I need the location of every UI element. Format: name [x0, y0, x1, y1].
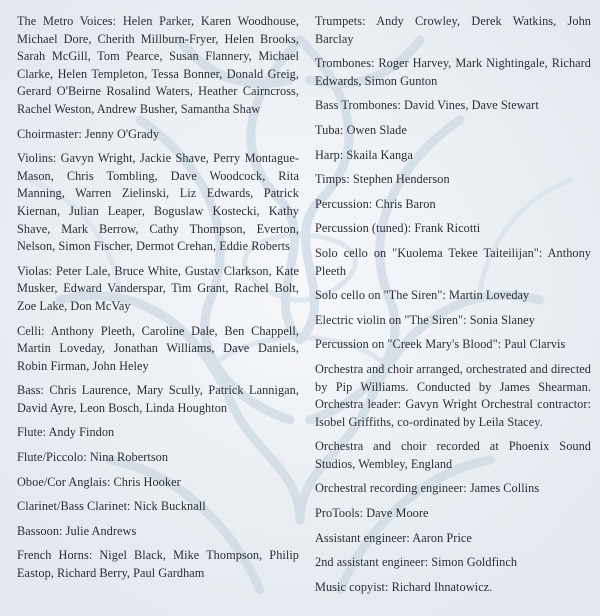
credit-percussion-tuned: Percussion (tuned): Frank Ricotti	[315, 221, 481, 236]
credit-percussion-creek: Percussion on "Creek Mary's Blood": Paul Clarvis	[315, 337, 566, 352]
credit-flute-piccolo: Flute/Piccolo: Nina Robertson	[17, 450, 169, 465]
credit-violas: Violas: Peter Lale, Bruce White, Gustav Clarkson, Kate Musker, Edward Vanderspar, Tim Grant, Rachel Bolt, Zoe Lake, Don McVay	[17, 263, 299, 313]
credit-bass-trombones: Bass Trombones: David Vines, Dave Stewart	[315, 98, 539, 113]
credit-second-assistant: 2nd assistant engineer: Simon Goldfinch	[315, 555, 518, 570]
credit-flute: Flute: Andy Findon	[17, 425, 115, 440]
credit-harp: Harp: Skaila Kanga	[315, 147, 413, 162]
credit-french-horns: French Horns: Nigel Black, Mike Thompson, Philip Eastop, Richard Berry, Paul Gardham	[17, 548, 299, 581]
credit-percussion: Percussion: Chris Baron	[315, 196, 436, 211]
credit-choirmaster: Choirmaster: Jenny O'Grady	[17, 126, 160, 141]
credit-assistant-engineer: Assistant engineer: Aaron Price	[315, 530, 472, 545]
credit-orchestra-arranged: Orchestra and choir arranged, orchestrated and directed by Pip Williams. Conducted by James Shearman. Orchestra leader: Gavyn Wright Orchestral contractor: Isobel Griffiths, co-ordinated by Leila Stacey.	[315, 361, 591, 429]
credit-bass: Bass: Chris Laurence, Mary Scully, Patrick Lannigan, David Ayre, Leon Bosch, Linda Houghton	[17, 383, 299, 415]
credit-bassoon: Bassoon: Julie Andrews	[17, 523, 137, 538]
credit-violins: Violins: Gavyn Wright, Jackie Shave, Perry Montague-Mason, Chris Tombling, Dave Woodcock, Rita Manning, Warren Zielinski, Liz Edwards, Patrick Kiernan, Julian Leaper, Boguslaw Kostecki, Kathy Shave, Mark Berrow, Cathy Thompson, Everton, Nelson, Simon Fischer, Dermot Crehan, Eddie Roberts	[17, 151, 299, 254]
credit-oboe: Oboe/Cor Anglais: Chris Hooker	[17, 474, 181, 489]
credit-metro-voices: The Metro Voices: Helen Parker, Karen Woodhouse, Michael Dore, Cherith Millburn-Fryer, Helen Brooks, Sarah McGill, Tom Pearce, Susan Flannery, Michael Clarke, Helen Templeton, Tessa Bonner, Donald Greig, Gerard O'Beirne Rosalind Waters, Heather Cairncross, Rachel Weston, Andrew Busher, Samantha Shaw	[17, 14, 299, 116]
credit-solo-cello-kuolema: Solo cello on "Kuolema Tekee Taiteilijan": Anthony Pleeth	[315, 245, 591, 278]
credit-recording-engineer: Orchestral recording engineer: James Collins	[315, 481, 540, 496]
credit-protools: ProTools: Dave Moore	[315, 506, 429, 521]
credit-timps: Timps: Stephen Henderson	[315, 172, 450, 187]
credit-solo-cello-siren: Solo cello on "The Siren": Martin Loveday	[315, 288, 530, 303]
credit-celli: Celli: Anthony Pleeth, Caroline Dale, Ben Chappell, Martin Loveday, Jonathan Williams, Dave Daniels, Robin Firman, John Heley	[17, 323, 299, 373]
left-credits-column	[17, 13, 299, 590]
credit-clarinet: Clarinet/Bass Clarinet: Nick Bucknall	[17, 499, 206, 514]
credit-electric-violin: Electric violin on "The Siren": Sonia Slaney	[315, 312, 535, 327]
credit-music-copyist: Music copyist: Richard Ihnatowicz.	[315, 579, 493, 594]
credit-trumpets: Trumpets: Andy Crowley, Derek Watkins, John Barclay	[315, 14, 591, 46]
credit-tuba: Tuba: Owen Slade	[315, 122, 407, 137]
credit-trombones: Trombones: Roger Harvey, Mark Nightingale, Richard Edwards, Simon Gunton	[315, 56, 591, 88]
right-credits-column	[315, 13, 591, 603]
credit-orchestra-recorded: Orchestra and choir recorded at Phoenix Sound Studios, Wembley, England	[315, 439, 591, 471]
